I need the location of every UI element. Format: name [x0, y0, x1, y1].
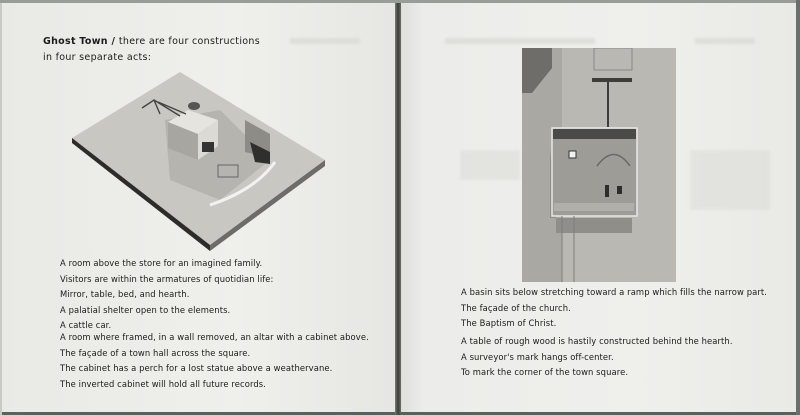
section-subtitle: there are four constructions — [118, 36, 260, 47]
text-line: A basin sits below stretching toward a ramp which fills the narrow part. — [461, 287, 768, 297]
text-line: A table of rough wood is hastily constructed behind the hearth. — [461, 336, 733, 346]
room-window — [569, 151, 576, 158]
show-through-text — [695, 38, 755, 44]
section-heading — [43, 34, 303, 66]
model-top-view-photo — [522, 48, 676, 282]
text-line: To mark the corner of the town square. — [461, 367, 629, 378]
room-figure-2 — [617, 186, 622, 194]
section-subtitle-line2: in four separate acts: — [43, 52, 152, 63]
text-line: A cattle car. — [60, 320, 112, 331]
text-line: A surveyor's mark hangs off-center. — [461, 351, 614, 362]
paragraph-1 — [60, 256, 273, 334]
paragraph-3 — [461, 285, 767, 332]
scan-border-right — [796, 0, 800, 415]
text-line: A room above the store for an imagined family. — [60, 258, 263, 268]
room-frame — [552, 128, 637, 216]
section-title: Ghost Town — [43, 36, 108, 47]
show-through-text — [460, 150, 520, 180]
book-gutter — [395, 3, 401, 415]
room-figure-1 — [605, 185, 609, 197]
text-line: The façade of a town hall across the square. — [60, 347, 251, 358]
text-line: The façade of the church. — [461, 302, 571, 313]
building-chimney — [188, 102, 200, 110]
architectural-model-photo — [70, 70, 330, 255]
text-line: The cabinet has a perch for a lost statue above a weathervane. — [60, 363, 333, 374]
show-through-text — [690, 150, 770, 210]
show-through-text — [445, 38, 595, 44]
text-line: Mirror, table, bed, and hearth. — [60, 289, 190, 300]
text-line: Visitors are within the armatures of quotidian life: — [60, 273, 274, 284]
t-marker-bar — [592, 78, 632, 82]
paragraph-4 — [461, 334, 733, 381]
text-line: The Baptism of Christ. — [461, 318, 557, 329]
text-line: A room where framed, in a wall removed, an altar with a cabinet above. — [60, 332, 369, 342]
t-marker-stem — [607, 82, 609, 127]
paragraph-2 — [60, 330, 369, 392]
building-window — [202, 142, 214, 152]
text-line: A palatial shelter open to the elements. — [60, 304, 231, 315]
room-top-band — [553, 129, 636, 139]
page-edge-left — [0, 3, 2, 415]
room-floor-ledge — [554, 203, 634, 211]
text-line: The inverted cabinet will hold all future records. — [60, 378, 267, 389]
title-separator: / — [107, 36, 119, 47]
